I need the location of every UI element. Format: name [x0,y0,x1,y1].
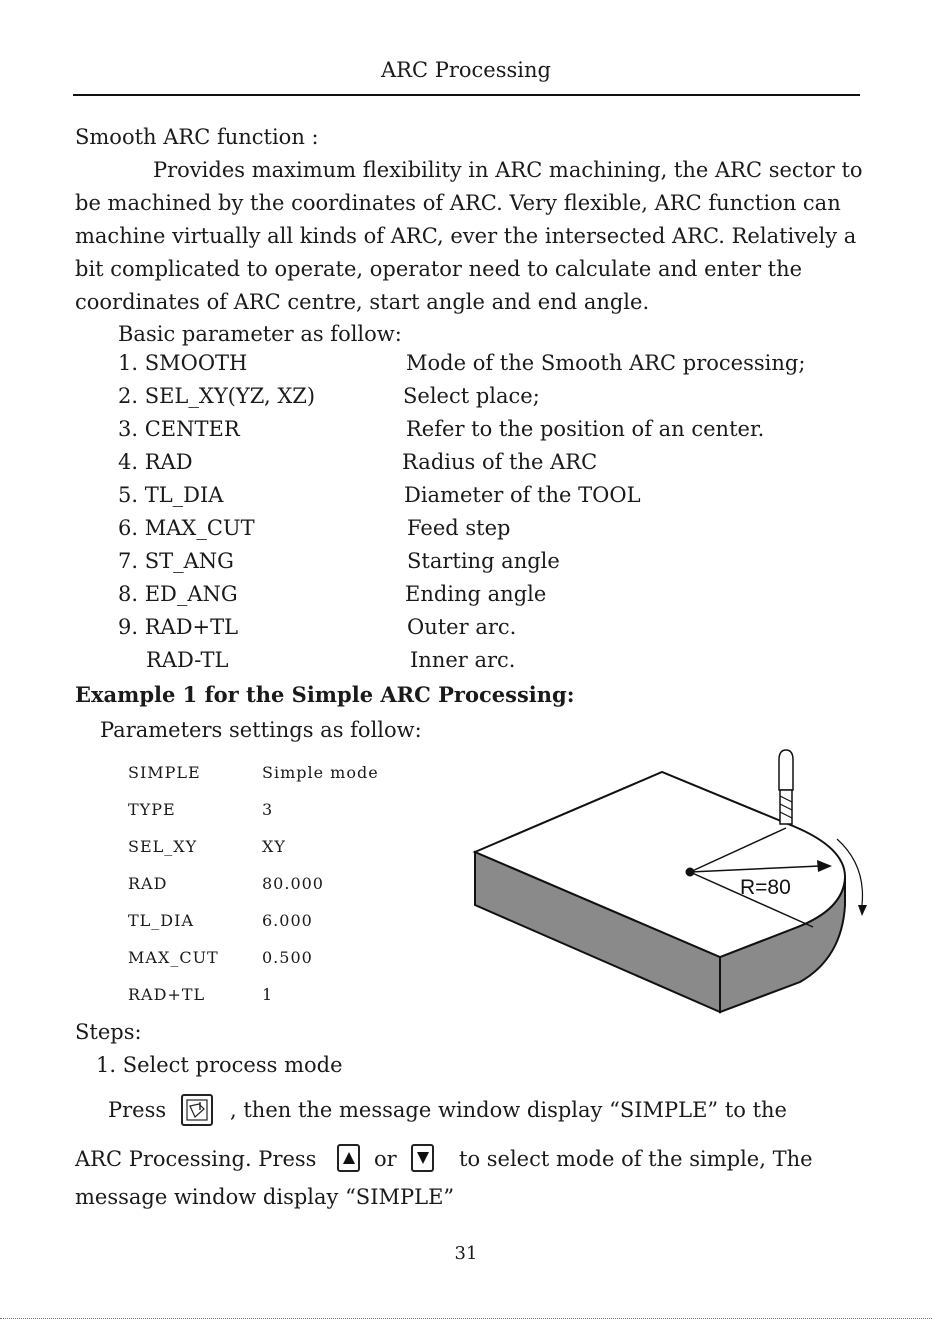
param-name: 2. SEL_XY(YZ, XZ) [118,384,316,408]
param-desc: Outer arc. [407,615,517,639]
message-window-text: , then the message window display “SIMPLE” to the [230,1098,787,1122]
or-text: or [374,1147,397,1171]
steps-heading: Steps: [75,1020,142,1044]
param-desc: Feed step [407,516,511,540]
up-arrow-key-icon [337,1144,360,1172]
setting-key: SEL_XY [128,837,198,856]
select-mode-text: to select mode of the simple, The [459,1147,813,1171]
setting-value: 3 [262,800,274,819]
setting-key: RAD [128,874,168,893]
param-name: 9. RAD+TL [118,615,239,639]
settings-heading: Parameters settings as follow: [100,718,422,742]
setting-value: XY [262,837,286,856]
param-desc: Mode of the Smooth ARC processing; [406,351,806,375]
param-desc: Diameter of the TOOL [404,483,641,507]
param-name: 6. MAX_CUT [118,516,255,540]
param-name: 3. CENTER [118,417,240,441]
param-desc: Select place; [403,384,540,408]
arc-mode-key-icon [181,1094,213,1126]
page-number: 31 [454,1243,478,1264]
setting-key: MAX_CUT [128,948,219,967]
arc-workpiece-figure [465,745,885,1030]
param-name: 4. RAD [118,450,193,474]
header-rule [73,94,860,96]
setting-value: 0.500 [262,948,313,967]
page-header-title: ARC Processing [381,58,551,82]
bottom-dotted-rule [0,1318,932,1319]
param-desc: Inner arc. [410,648,516,672]
step-1: 1. Select process mode [96,1053,343,1077]
basic-parameter-heading: Basic parameter as follow: [118,322,402,346]
arc-processing-press-text: ARC Processing. Press [75,1147,317,1171]
down-arrow-key-icon [411,1144,434,1172]
param-name: RAD-TL [146,648,229,672]
setting-value: 6.000 [262,911,313,930]
setting-value: 80.000 [262,874,324,893]
param-name: 5. TL_DIA [118,483,224,507]
section-heading: Smooth ARC function : [75,125,319,149]
rotation-arrowhead [858,905,867,916]
setting-value: 1 [262,985,274,1004]
param-name: 7. ST_ANG [118,549,234,573]
param-desc: Refer to the position of an center. [406,417,765,441]
press-text: Press [108,1098,167,1122]
radius-label: R=80 [740,876,791,899]
example-title: Example 1 for the Simple ARC Processing: [75,682,575,707]
intro-paragraph: Provides maximum flexibility in ARC machining, the ARC sector to be machined by the coordinates of ARC. Very flexible, ARC function can machine virtually all kinds of ARC, ever the intersected ARC. Relatively a bit complicated to operate, operator need to calculate and enter the coordinates of ARC centre, start angle and end angle. [75,158,863,314]
param-name: 8. ED_ANG [118,582,238,606]
setting-key: TL_DIA [128,911,194,930]
param-desc: Starting angle [407,549,560,573]
setting-key: RAD+TL [128,985,206,1004]
message-window-simple-text: message window display “SIMPLE” [75,1185,455,1209]
param-desc: Ending angle [405,582,547,606]
param-name: 1. SMOOTH [118,351,248,375]
setting-key: SIMPLE [128,763,201,782]
setting-key: TYPE [128,800,176,819]
param-desc: Radius of the ARC [402,450,598,474]
arc-center-point [686,868,695,877]
cutter-tool-icon [779,750,793,824]
setting-value: Simple mode [262,763,379,782]
